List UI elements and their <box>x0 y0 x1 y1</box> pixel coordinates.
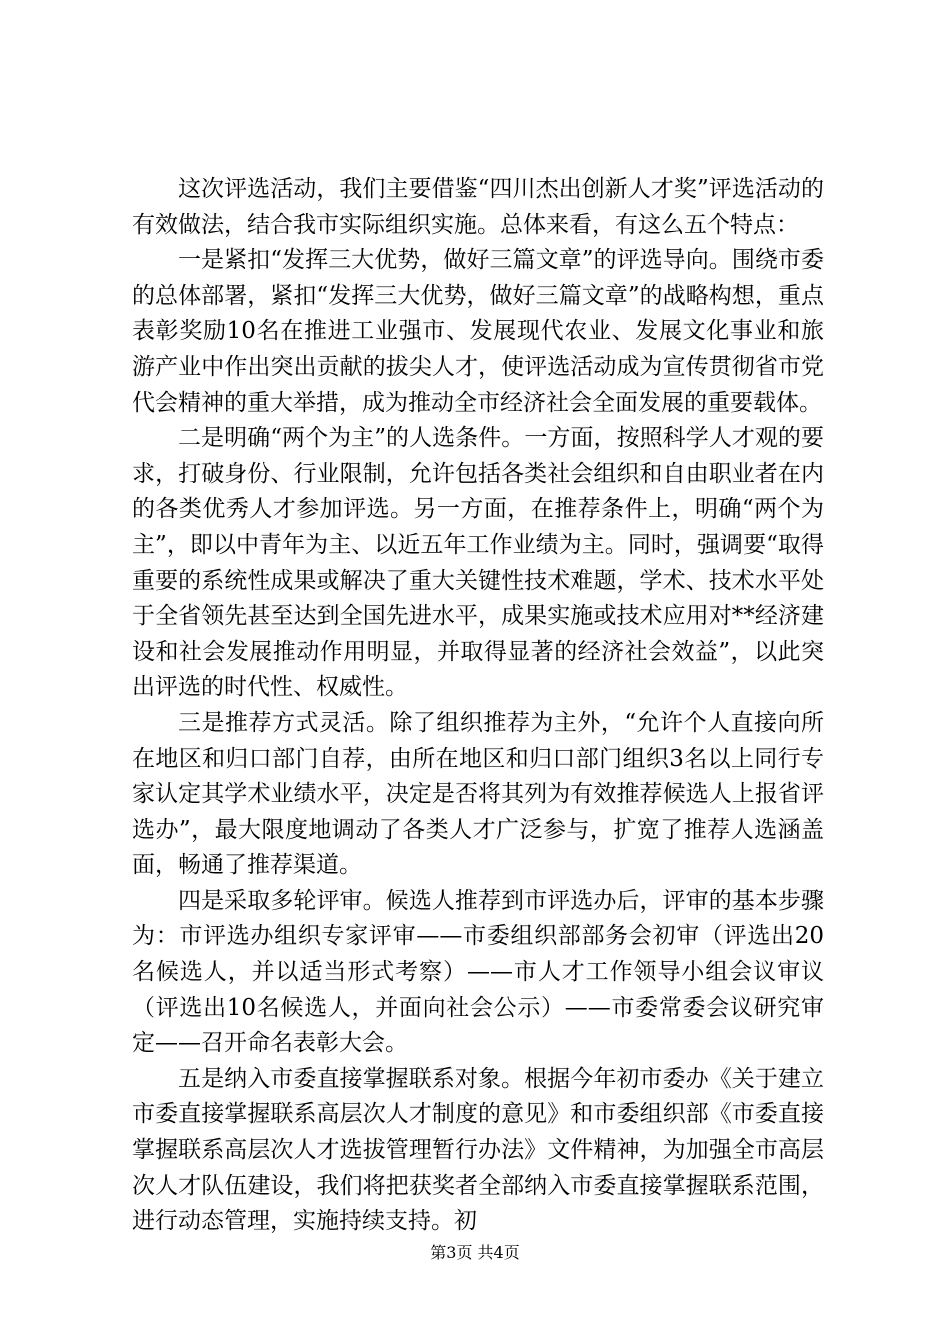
paragraph-feature-4: 四是采取多轮评审。候选人推荐到市评选办后，评审的基本步骤为：市评选办组织专家评审——市委组织部部务会初审（评选出20名候选人，并以适当形式考察）——市人才工作领导小组会议审议（评选出10名候选人，并面向社会公示）——市委常委会议研究审定——召开命名表彰大会。 <box>132 887 824 1057</box>
paragraph-feature-2: 二是明确“两个为主”的人选条件。一方面，按照科学人才观的要求，打破身份、行业限制，允许包括各类社会组织和自由职业者在内的各类优秀人才参加评选。另一方面，在推荐条件上，明确“两个为主”，即以中青年为主、以近五年工作业绩为主。同时，强调要“取得重要的系统性成果或解决了重大关键性技术难题，学术、技术水平处于全省领先甚至达到全国先进水平，成果实施或技术应用对**经济建设和社会发展推动作用明显，并取得显著的经济社会效益”，以此突出评选的时代性、权威性。 <box>132 425 824 701</box>
paragraph-feature-3: 三是推荐方式灵活。除了组织推荐为主外，“允许个人直接向所在地区和归口部门自荐，由所在地区和归口部门组织3名以上同行专家认定其学术业绩水平，决定是否将其列为有效推荐候选人上报省评选办”，最大限度地调动了各类人才广泛参与，扩宽了推荐人选涵盖面，畅通了推荐渠道。 <box>132 709 824 879</box>
paragraph-intro: 这次评选活动，我们主要借鉴“四川杰出创新人才奖”评选活动的有效做法，结合我市实际组织实施。总体来看，有这么五个特点： <box>132 176 824 238</box>
paragraph-feature-5: 五是纳入市委直接掌握联系对象。根据今年初市委办《关于建立市委直接掌握联系高层次人才制度的意见》和市委组织部《市委直接掌握联系高层次人才选拔管理暂行办法》文件精神，为加强全市高层次人才队伍建设，我们将把获奖者全部纳入市委直接掌握联系范围，进行动态管理，实施持续支持。初 <box>132 1065 824 1235</box>
document-body <box>132 172 824 1240</box>
paragraph-feature-1: 一是紧扣“发挥三大优势，做好三篇文章”的评选导向。围绕市委的总体部署，紧扣“发挥三大优势，做好三篇文章”的战略构想，重点表彰奖励10名在推进工业强市、发展现代农业、发展文化事业和旅游产业中作出突出贡献的拔尖人才，使评选活动成为宣传贯彻省市党代会精神的重大举措，成为推动全市经济社会全面发展的重要载体。 <box>132 247 824 416</box>
page-number-footer: 第3页 共4页 <box>430 1243 520 1262</box>
